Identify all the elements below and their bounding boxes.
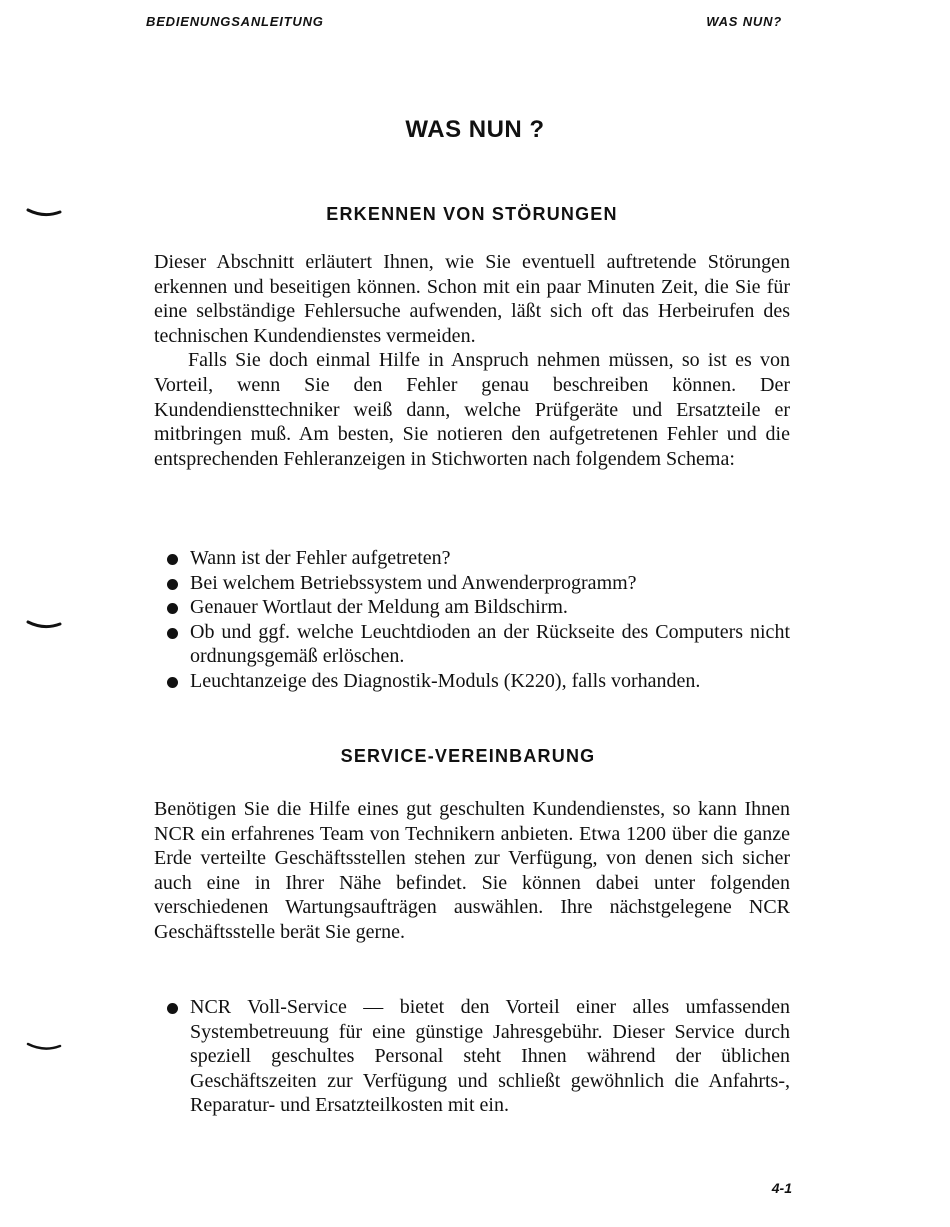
list-item	[166, 546, 790, 571]
list-item	[166, 571, 790, 596]
service-text	[154, 797, 790, 945]
binding-mark-icon	[26, 620, 62, 630]
list-item-text: Ob und ggf. welche Leuchtdioden an der Rückseite des Computers nicht ordnungsgemäß erlöschen.	[190, 620, 790, 668]
bullet-icon	[167, 554, 178, 565]
bullet-icon	[167, 579, 178, 590]
binding-mark-icon	[26, 1042, 62, 1052]
running-header	[146, 14, 782, 29]
service-options	[166, 995, 790, 1118]
list-item-text: NCR Voll-Service — bietet den Vorteil einer alles umfassenden Systembetreuung für eine günstige Jahresgebühr. Dieser Service durch speziell geschultes Personal steht Ihnen während der üblichen Geschäftszeiten zur Verfügung und schließt gewöhnlich die Anfahrts-, Reparatur- und Ersatzteilkosten mit ein.	[190, 996, 790, 1117]
page-number: 4-1	[771, 1180, 792, 1196]
list-item-text: Leuchtanzeige des Diagnostik-Moduls (K220), falls vorhanden.	[190, 669, 701, 692]
bullet-icon	[167, 677, 178, 688]
bullet-icon	[167, 1003, 178, 1014]
binding-mark-icon	[26, 208, 62, 218]
section-heading-stoerungen: ERKENNEN VON STÖRUNGEN	[326, 204, 618, 224]
bullet-icon	[167, 628, 178, 639]
list-item-text: Genauer Wortlaut der Meldung am Bildschirm.	[190, 596, 568, 619]
list-item	[166, 995, 790, 1118]
bullet-icon	[167, 603, 178, 614]
paragraph: Dieser Abschnitt erläutert Ihnen, wie Sie eventuell auftretende Störungen erkennen und beseitigen können. Schon mit ein paar Minuten Zeit, die Sie für eine selbständige Fehlersuche aufwenden, läßt sich oft das Herbeirufen des technischen Kundendienstes vermeiden.	[154, 251, 790, 347]
header-manual-title: BEDIENUNGSANLEITUNG	[146, 14, 324, 29]
list-item	[166, 620, 790, 669]
list-item-text: Bei welchem Betriebssystem und Anwenderprogramm?	[190, 571, 637, 594]
list-item-text: Wann ist der Fehler aufgetreten?	[190, 547, 451, 569]
section-heading-service: SERVICE-VEREINBARUNG	[340, 746, 596, 766]
checklist	[166, 546, 790, 694]
list-item	[166, 595, 790, 620]
list-item	[166, 669, 790, 694]
page-title: WAS NUN ?	[405, 116, 545, 143]
paragraph: Benötigen Sie die Hilfe eines gut geschulten Kundendienstes, so kann Ihnen NCR ein erfahrenes Team von Technikern anbieten. Etwa 1200 über die ganze Erde verteilte Geschäftsstellen stehen zur Verfügung, von denen sich sicher auch eine in Ihrer Nähe befindet. Sie können dabei unter folgenden verschiedenen Wartungsaufträgen auswählen. Ihre nächstgelegene NCR Geschäftsstelle berät Sie gerne.	[154, 798, 790, 943]
intro-text	[154, 250, 790, 471]
header-chapter-title: WAS NUN?	[706, 14, 782, 29]
paragraph: Falls Sie doch einmal Hilfe in Anspruch nehmen müssen, so ist es von Vorteil, wenn Sie den Fehler genau beschreiben können. Der Kundendiensttechniker weiß dann, welche Prüfgeräte und Ersatzteile er mitbringen muß. Am besten, Sie notieren den aufgetretenen Fehler und die entsprechenden Fehleranzeigen in Stichworten nach folgendem Schema:	[154, 349, 790, 470]
